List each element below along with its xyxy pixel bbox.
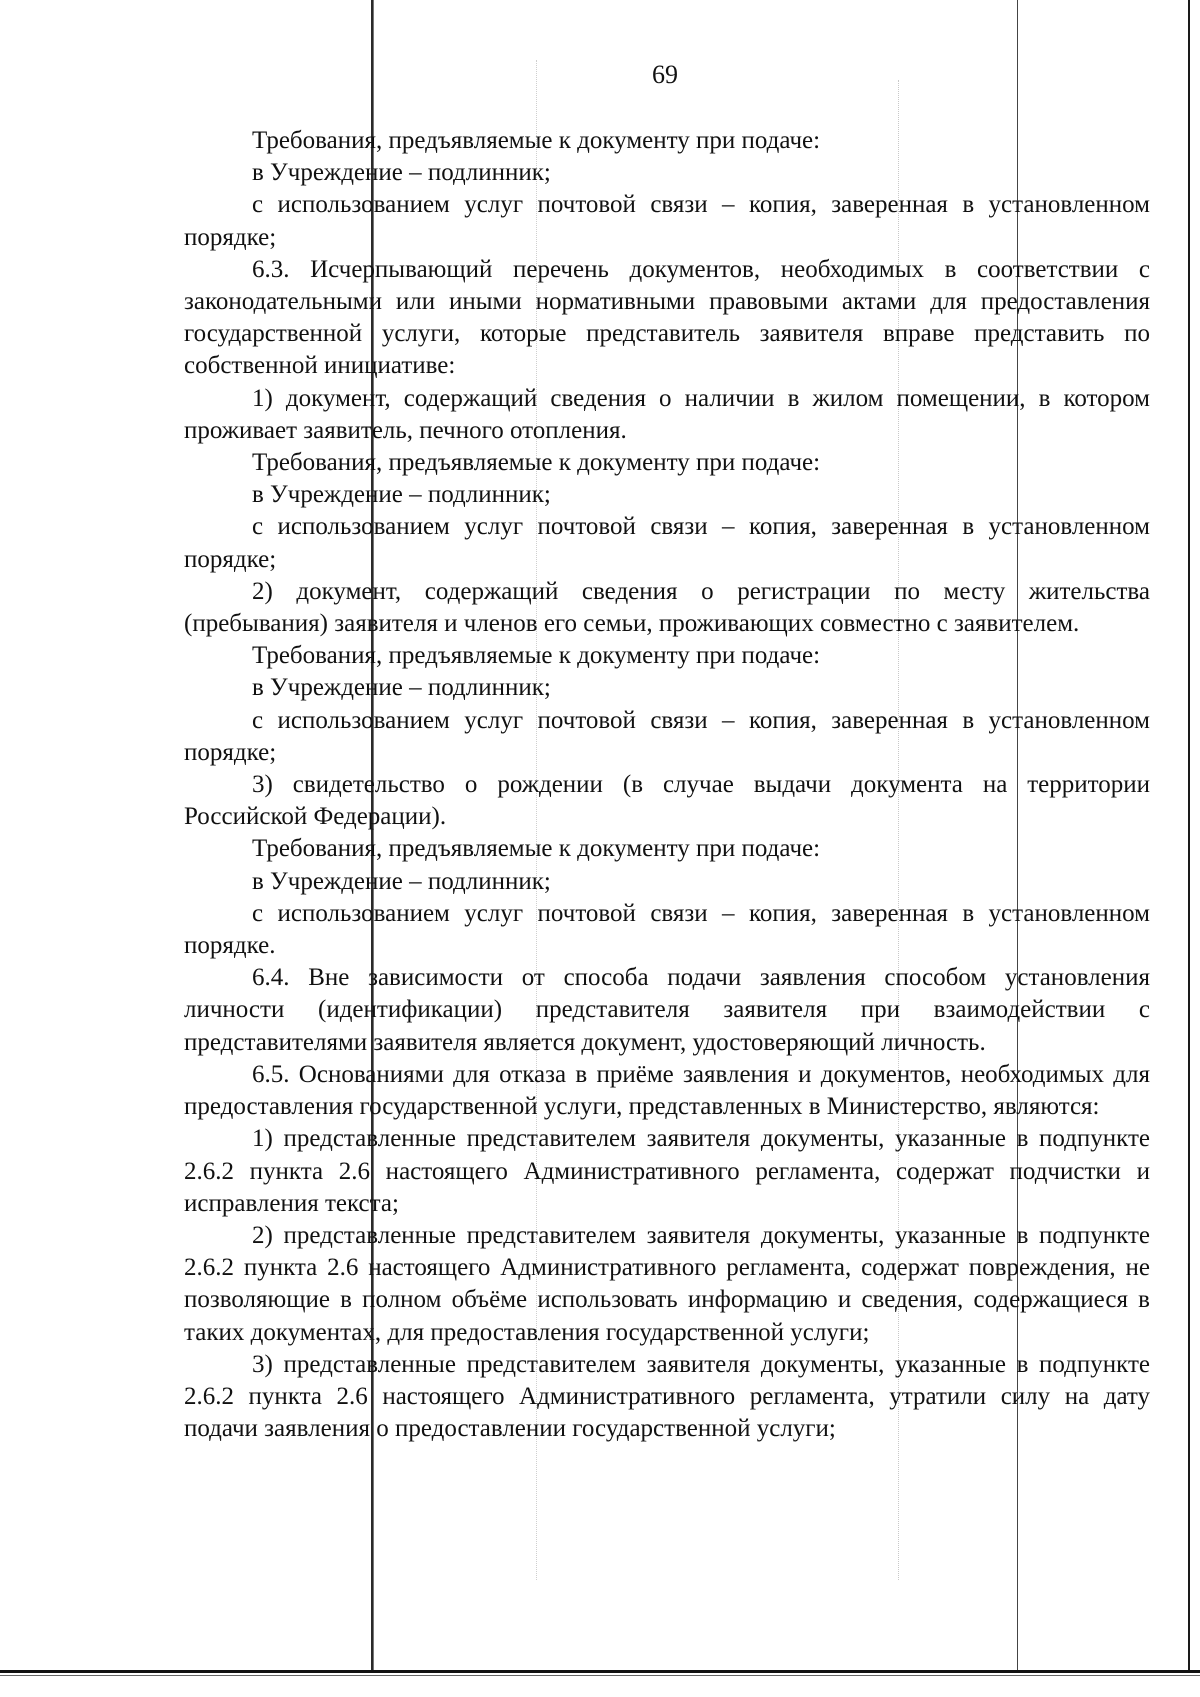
page-bottom-edge (0, 1675, 1200, 1676)
paragraph: Требования, предъявляемые к документу при подаче: (252, 642, 821, 670)
paragraph: 6.3. Исчерпывающий перечень документов, необходимых в соответствии с законодательными или иными нормативными правовыми актами для предоставления государственной услуги, которые представитель заявителя вправе представить по собственной инициативе: (184, 255, 1150, 380)
paragraph: 6.5. Основаниями для отказа в приёме заявления и документов, необходимых для предоставления государственной услуги, представленных в Министерство, являются: (184, 1060, 1150, 1121)
paragraph: 1) документ, содержащий сведения о наличии в жилом помещении, в котором проживает заявитель, печного отопления. (184, 384, 1150, 444)
document-body (184, 125, 1150, 1445)
paragraph: в Учреждение – подлинник; (252, 674, 551, 702)
paragraph: 1) представленные представителем заявителя документы, указанные в подпункте 2.6.2 пункта 2.6 настоящего Административного регламента, содержат подчистки и исправления текста; (184, 1125, 1150, 1217)
paragraph: Требования, предъявляемые к документу при подаче: (252, 835, 821, 863)
paragraph: 3) представленные представителем заявителя документы, указанные в подпункте 2.6.2 пункта 2.6 настоящего Административного регламента, утратили силу на дату подачи заявления о предоставлении государственной услуги; (184, 1350, 1150, 1443)
paragraph: 3) свидетельство о рождении (в случае выдачи документа на территории Российской Федерации). (184, 771, 1150, 831)
page-bottom-edge (0, 1670, 1200, 1673)
paragraph: с использованием услуг почтовой связи – копия, заверенная в установленном порядке. (184, 899, 1150, 960)
page-number: 69 (652, 60, 678, 89)
paragraph: Требования, предъявляемые к документу при подаче: (252, 449, 821, 477)
paragraph: Требования, предъявляемые к документу при подаче: (252, 127, 821, 154)
paragraph: 6.4. Вне зависимости от способа подачи заявления способом установления личности (идентификации) представителя заявителя при взаимодействии с представителями заявителя является документ, удостоверяющий личность. (184, 964, 1150, 1056)
paragraph: с использованием услуг почтовой связи – копия, заверенная в установленном порядке; (184, 706, 1150, 766)
page-right-edge (1188, 0, 1190, 1672)
paragraph: в Учреждение – подлинник; (252, 159, 551, 187)
paragraph: 2) документ, содержащий сведения о регистрации по месту жительства (пребывания) заявителя и членов его семьи, проживающих совместно с заявителем. (184, 577, 1150, 638)
paragraph: с использованием услуг почтовой связи – копия, заверенная в установленном порядке; (184, 191, 1150, 251)
paragraph: в Учреждение – подлинник; (252, 481, 551, 509)
paragraph: в Учреждение – подлинник; (252, 867, 551, 895)
paragraph: с использованием услуг почтовой связи – копия, заверенная в установленном порядке; (184, 513, 1150, 573)
paragraph: 2) представленные представителем заявителя документы, указанные в подпункте 2.6.2 пункта 2.6 настоящего Административного регламента, содержат повреждения, не позволяющие в полном объёме использовать информацию и сведения, содержащиеся в таких документах, для предоставления государственной услуги; (184, 1221, 1150, 1346)
